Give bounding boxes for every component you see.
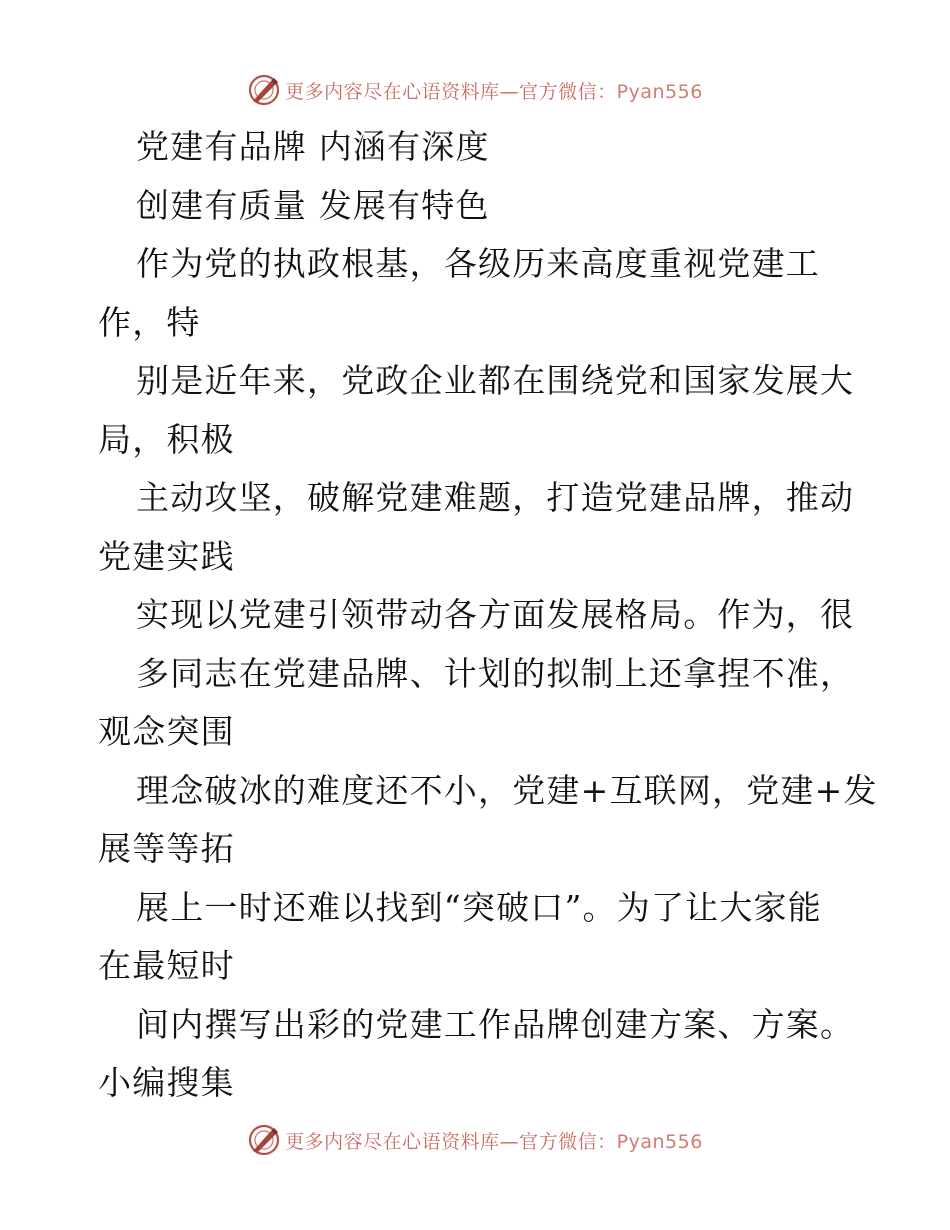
body-line: 在最短时 xyxy=(98,946,235,985)
watermark-text xyxy=(285,77,703,104)
body-line: 理念破冰的难度还不小，党建+互联网，党建+发 xyxy=(136,770,878,810)
body-line: 党建有品牌 内涵有深度 xyxy=(136,127,490,166)
watermark-prefix: 更多内容尽在心语资料库—官方微信： xyxy=(285,80,617,103)
watermark-footer xyxy=(0,1120,950,1160)
pen-logo-icon xyxy=(247,73,281,107)
body-line: 实现以党建引领带动各方面发展格局。作为，很 xyxy=(136,595,855,634)
watermark-header xyxy=(0,70,950,110)
body-line: 作为党的执政根基，各级历来高度重视党建工 xyxy=(136,244,820,283)
body-line: 展上一时还难以找到“突破口”。为了让大家能 xyxy=(136,887,822,927)
body-line: 别是近年来，党政企业都在围绕党和国家发展大 xyxy=(136,361,855,400)
document-body xyxy=(98,118,878,1113)
watermark-handle: Pyan556 xyxy=(616,1130,703,1153)
watermark-handle: Pyan556 xyxy=(616,80,703,103)
body-line: 局，积极 xyxy=(98,419,235,459)
body-line: 展等等拓 xyxy=(98,829,235,868)
body-line: 间内撰写出彩的党建工作品牌创建方案、方案。 xyxy=(136,1004,855,1044)
watermark-text xyxy=(285,1127,703,1154)
body-line: 创建有质量 发展有特色 xyxy=(136,185,490,225)
body-line: 观念突围 xyxy=(98,712,235,751)
watermark-prefix: 更多内容尽在心语资料库—官方微信： xyxy=(285,1130,617,1153)
body-line: 主动攻坚，破解党建难题，打造党建品牌，推动 xyxy=(136,478,855,517)
body-line: 作，特 xyxy=(98,302,201,342)
body-line: 多同志在党建品牌、计划的拟制上还拿捏不准， xyxy=(136,653,855,693)
body-line: 党建实践 xyxy=(98,536,235,576)
pen-logo-icon xyxy=(247,1123,281,1157)
body-line: 小编搜集 xyxy=(98,1063,235,1102)
